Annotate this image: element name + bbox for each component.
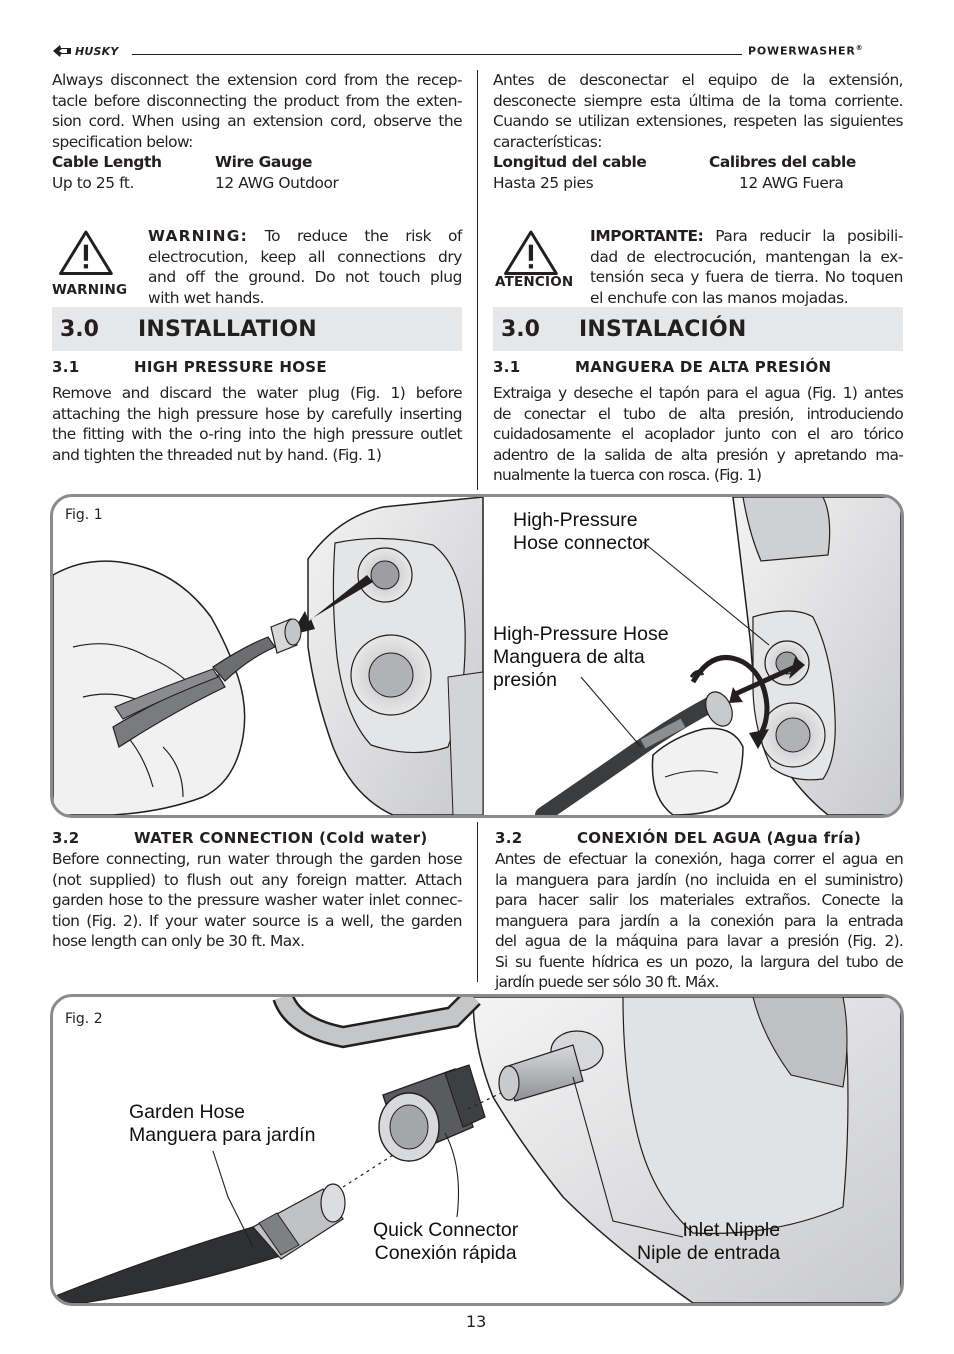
text-line: características: <box>493 132 602 151</box>
subsection-title: WATER CONNECTION (Cold water) <box>134 829 428 847</box>
subsection-heading-en <box>52 358 327 376</box>
spec-header-gauge: Calibres del cable <box>709 153 856 171</box>
figure-1-illustration <box>53 497 901 815</box>
spec-table-row-en <box>52 173 462 194</box>
water-instructions-en <box>52 849 462 952</box>
warning-triangle-icon <box>503 228 569 280</box>
text-line: electrocution, keep all connections dry <box>148 247 462 266</box>
water-instructions-es <box>495 849 903 993</box>
text-line: para hacer salir los materiales extraños. Conecte la <box>495 891 903 909</box>
text-line: Cuando se utilizan extensiones, respeten las siguientes <box>493 112 903 130</box>
spec-table-row-es <box>493 173 903 194</box>
section-title: INSTALACIÓN <box>579 316 747 342</box>
callout-line: Niple de entrada <box>637 1242 781 1264</box>
brand-name: HUSKY <box>75 44 119 58</box>
warning-triangle-icon <box>58 228 124 280</box>
paragraph <box>493 383 903 486</box>
text-line: Antes de efectuar la conexión, haga correr el agua en <box>495 850 903 868</box>
callout-line: High-Pressure <box>513 509 638 531</box>
callout-line: Manguera de alta <box>493 646 645 668</box>
text-line: and off the ground. Do not touch plug <box>148 268 462 286</box>
text-line: jardín puede ser sólo 30 ft. Máx. <box>495 973 719 991</box>
product-name <box>748 44 863 58</box>
spec-table-header-en <box>52 152 462 173</box>
extension-cord-note-en <box>52 70 462 193</box>
text-line: Remove and discard the water plug (Fig. 1) before <box>52 384 462 402</box>
column-divider <box>477 70 478 490</box>
extension-intro-en <box>52 70 462 152</box>
warning-badge-label: WARNING <box>52 282 128 298</box>
text-line: (not supplied) to flush out any foreign matter. Attach <box>52 870 462 889</box>
callout-quick-connector <box>373 1219 518 1265</box>
section-number: 3.0 <box>60 316 99 342</box>
warning-badge-label: ATENCIÓN <box>495 274 574 290</box>
callout-hp-hose <box>493 623 669 692</box>
figure-1 <box>50 494 904 818</box>
husky-logo-icon <box>52 44 72 58</box>
text-line: Always disconnect the extension cord from the recep- <box>52 71 462 89</box>
column-divider <box>477 822 478 982</box>
text-line: garden hose to the pressure washer water inlet connec- <box>52 891 462 909</box>
text-line: tensión seca y fuera de tierra. No toquen <box>590 268 903 286</box>
text-line: Extraiga y deseche el tapón para el agua (Fig. 1) antes <box>493 384 903 402</box>
spec-cell-length: Hasta 25 pies <box>493 173 594 192</box>
text-line: specification below: <box>52 132 193 151</box>
callout-line: Hose connector <box>513 532 650 554</box>
spec-header-length: Longitud del cable <box>493 153 647 171</box>
text-line: tion (Fig. 2). If your water source is a well, the garden <box>52 911 462 930</box>
text-line: desconecte siempre esta última de la toma corriente. <box>493 91 903 110</box>
spec-table-header-es <box>493 152 903 173</box>
callout-line: Quick Connector <box>373 1219 519 1241</box>
spec-cell-gauge: 12 AWG Outdoor <box>215 173 339 192</box>
warning-keyword: WARNING: <box>148 227 248 245</box>
figure-2-label: Fig. 2 <box>65 1011 103 1027</box>
subsection-title: CONEXIÓN DEL AGUA (Agua fría) <box>577 829 862 847</box>
subsection-heading-en <box>52 829 428 847</box>
text-line: tacle before disconnecting the product from the exten- <box>52 91 462 110</box>
extension-intro-es <box>493 70 903 152</box>
warning-text-en <box>148 226 462 308</box>
subsection-number: 3.1 <box>52 358 80 376</box>
brand-logo <box>52 42 119 60</box>
text-line: Si su fuente hídrica es un pozo, la largura del tubo de <box>495 952 903 971</box>
subsection-number: 3.2 <box>52 829 80 847</box>
registered-mark: ® <box>855 44 864 52</box>
paragraph <box>52 383 462 465</box>
section-number: 3.0 <box>501 316 540 342</box>
callout-line: Manguera para jardín <box>129 1124 316 1146</box>
subsection-number: 3.1 <box>493 358 521 376</box>
page-number: 13 <box>466 1312 487 1331</box>
warning-keyword: IMPORTANTE: <box>590 227 704 245</box>
text-line: Para reducir la posibili- <box>703 227 903 245</box>
product-title: POWERWASHER <box>748 44 856 58</box>
spec-header-length: Cable Length <box>52 153 162 171</box>
text-line: manguera para jardín a la conexión para la entrada <box>495 911 903 930</box>
text-line: and tighten the threaded nut by hand. (Fig. 1) <box>52 445 382 464</box>
text-line: adentro de la salida de alta presión y apretando ma- <box>493 445 903 464</box>
text-line: el enchufe con las manos mojadas. <box>590 288 849 307</box>
warning-text-es <box>590 226 903 308</box>
callout-line: High-Pressure Hose <box>493 623 669 645</box>
warning-block-es <box>493 226 903 306</box>
callout-line: Inlet Nipple <box>682 1219 781 1241</box>
callout-garden-hose <box>129 1101 315 1147</box>
text-line: hose length can only be 30 ft. Max. <box>52 932 305 950</box>
text-line: la manguera para jardín (no incluida en el suministro) <box>495 870 903 889</box>
subsection-heading-es <box>493 358 831 376</box>
text-line: sion cord. When using an extension cord, observe the <box>52 112 462 130</box>
section-heading-es <box>493 307 903 351</box>
warning-block-en <box>52 226 462 306</box>
paragraph <box>495 849 903 993</box>
figure-1-label: Fig. 1 <box>65 507 103 523</box>
callout-inlet-nipple <box>637 1219 780 1265</box>
text-line: nualmente la tuerca con rosca. (Fig. 1) <box>493 466 762 484</box>
text-line: dad de electrocución, mantengan la ex- <box>590 247 903 266</box>
subsection-heading-es <box>495 829 861 847</box>
spec-cell-gauge: 12 AWG Fuera <box>739 173 844 192</box>
figure-2 <box>50 994 904 1306</box>
spec-header-gauge: Wire Gauge <box>215 153 313 171</box>
section-title: INSTALLATION <box>138 316 317 342</box>
text-line: attaching the high pressure hose by carefully inserting <box>52 404 462 423</box>
extension-cord-note-es <box>493 70 903 193</box>
spec-cell-length: Up to 25 ft. <box>52 173 135 192</box>
text-line: del agua de la máquina para lavar a presión (Fig. 2). <box>495 932 903 950</box>
callout-line: presión <box>493 669 557 691</box>
callout-line: Garden Hose <box>129 1101 245 1123</box>
hose-instructions-en <box>52 383 462 465</box>
callout-line: Conexión rápida <box>374 1242 517 1264</box>
text-line: with wet hands. <box>148 288 265 307</box>
text-line: de conectar el tubo de alta presión, introduciendo <box>493 404 903 423</box>
text-line: cuidadosamente el acoplador junto con el aro tórico <box>493 425 903 443</box>
text-line: To reduce the risk of <box>247 227 462 245</box>
subsection-title: HIGH PRESSURE HOSE <box>134 358 327 376</box>
paragraph <box>52 849 462 952</box>
section-heading-en <box>52 307 462 351</box>
callout-hp-connector <box>513 509 650 555</box>
text-line: Antes de desconectar el equipo de la extensión, <box>493 71 903 89</box>
header-rule <box>132 54 742 55</box>
subsection-number: 3.2 <box>495 829 523 847</box>
hose-instructions-es <box>493 383 903 486</box>
text-line: the fitting with the o-ring into the high pressure outlet <box>52 425 462 443</box>
text-line: Before connecting, run water through the garden hose <box>52 850 462 868</box>
subsection-title: MANGUERA DE ALTA PRESIÓN <box>575 358 832 376</box>
